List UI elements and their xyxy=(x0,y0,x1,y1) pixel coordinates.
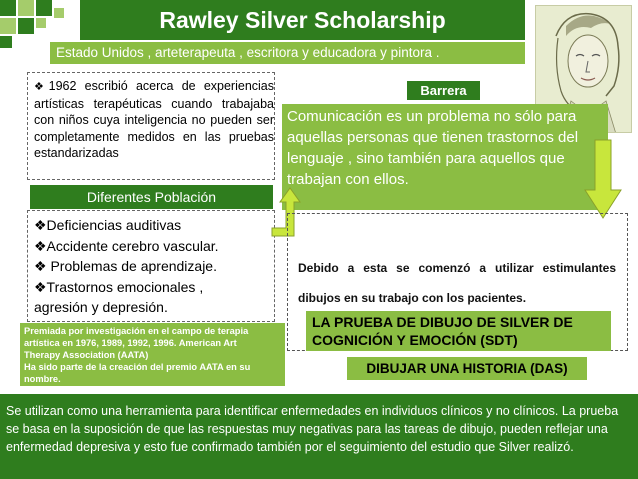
result-text: Debido a esta se comenzó a utilizar estimulantes dibujos en su trabajo con los pacientes. xyxy=(298,261,616,305)
award-line: artística en 1976, 1989, 1992, 1996. American Art xyxy=(24,338,237,348)
intro-text-content: 1962 escribió acerca de experiencias artísticas terapéuticas cuando trabajaba con niños cuya inteligencia no pueden ser completamente medidos en las pruebas estandarizadas xyxy=(34,79,274,160)
award-line: nombre. xyxy=(24,374,61,384)
populations-list xyxy=(34,215,274,318)
footer-text: Se utilizan como una herramienta para identificar enfermedades en individuos clínicos y no clínicos. La prueba se basa en la suposición de que las respuestas muy negativas para las tareas de dibujo, pueden reflejar una enfermedad depresiva y esto fue confirmado también por el seguimiento del estudio que Silver realizó. xyxy=(6,404,619,454)
intro-text xyxy=(34,78,274,162)
award-line: Therapy Association (AATA) xyxy=(24,350,149,360)
barrier-text: Comunicación es un problema no sólo para aquellas personas que tienen trastornos del lenguaje , sino también para aquellos que trabajan con ellos. xyxy=(287,108,579,188)
award-line: Premiada por investigación en el campo de terapia xyxy=(24,326,249,336)
award-line: Ha sido parte de la creación del premio AATA en su xyxy=(24,362,251,372)
down-arrow-icon xyxy=(585,140,621,220)
list-item: ❖ Problemas de aprendizaje. xyxy=(34,258,217,274)
page-subtitle: Estado Unidos , arteterapeuta , escritora y educadora y pintora . xyxy=(56,45,440,60)
populations-label: Diferentes Población xyxy=(86,189,217,205)
list-item: agresión y depresión. xyxy=(34,299,168,315)
award-text xyxy=(24,325,284,385)
list-item: ❖Deficiencias auditivas xyxy=(34,217,182,233)
list-item: ❖Accidente cerebro vascular. xyxy=(34,237,219,254)
das-test-label: DIBUJAR UNA HISTORIA (DAS) xyxy=(366,361,568,376)
bullet-icon: ❖ xyxy=(34,81,49,93)
barrier-label: Barrera xyxy=(420,83,467,98)
page-title: Rawley Silver Scholarship xyxy=(159,7,446,33)
list-item: ❖Trastornos emocionales , xyxy=(34,278,204,295)
sdt-test-label: LA PRUEBA DE DIBUJO DE SILVER DE COGNICIÓN Y EMOCIÓN (SDT) xyxy=(312,314,573,348)
